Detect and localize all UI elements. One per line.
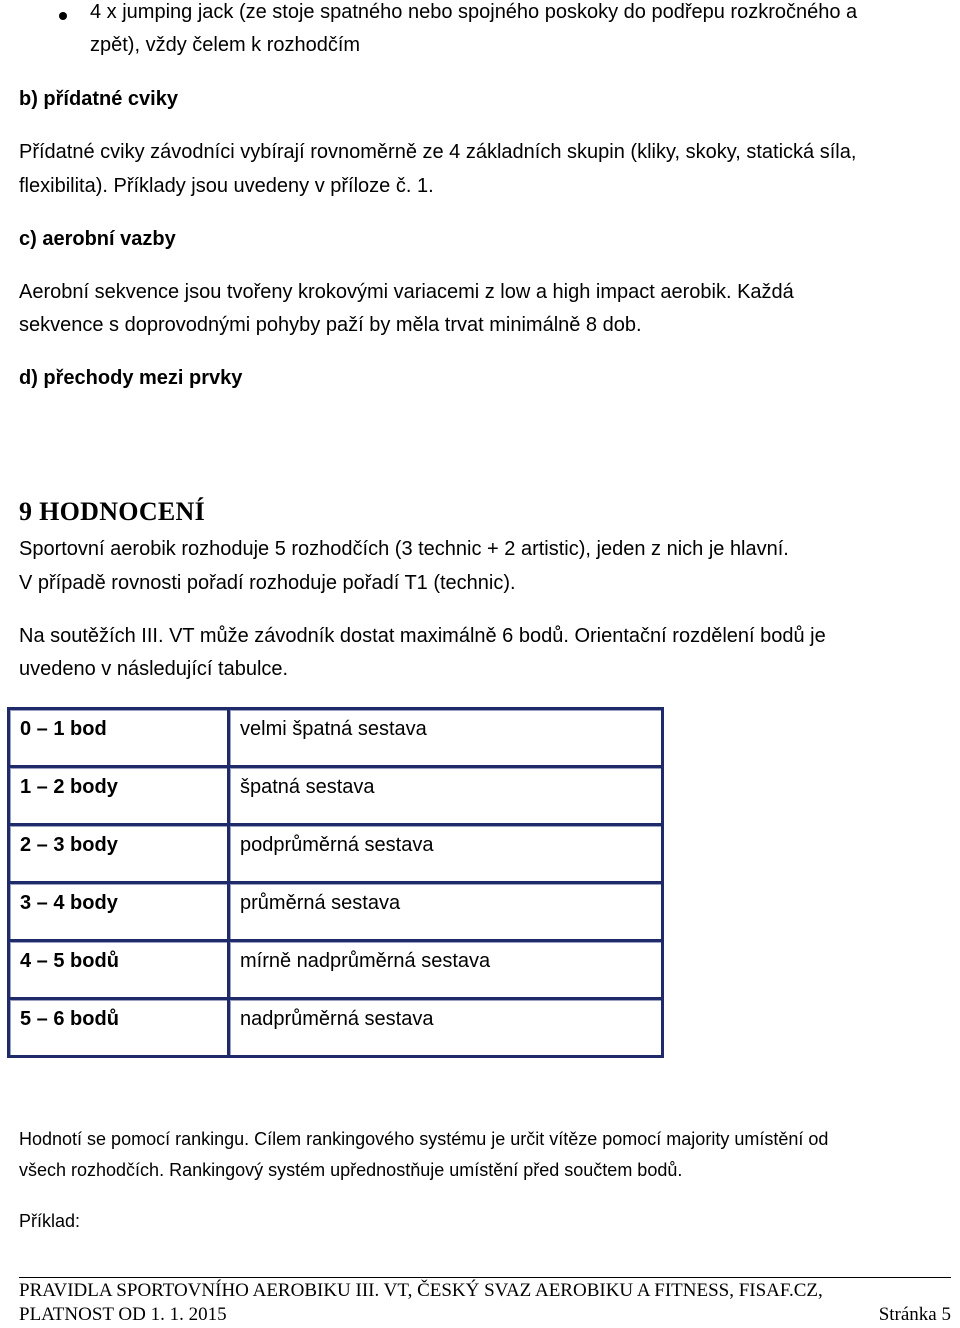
rating-cell: nadprůměrná sestava xyxy=(229,999,663,1057)
page-number: Stránka 5 xyxy=(878,1304,951,1325)
footer-line-2 xyxy=(19,1302,951,1328)
section-9-text-1: Sportovní aerobik rozhoduje 5 rozhodčích (3 technic + 2 artistic), jeden z nich je hlavní. xyxy=(19,538,789,560)
footer-validity: PLATNOST OD 1. 1. 2015 xyxy=(19,1304,227,1325)
section-b-text-2: flexibilita). Příklady jsou uvedeny v příloze č. 1. xyxy=(19,175,434,197)
table-row xyxy=(9,709,663,767)
rating-cell: mírně nadprůměrná sestava xyxy=(229,941,663,999)
bullet-dot-icon xyxy=(59,12,67,20)
section-c-heading: c) aerobní vazby xyxy=(19,228,176,250)
footer-line-1 xyxy=(19,1278,951,1304)
section-c-text-1: Aerobní sekvence jsou tvořeny krokovými variacemi z low a high impact aerobik. Každá xyxy=(19,281,794,303)
section-9-text-2: V případě rovnosti pořadí rozhoduje pořadí T1 (technic). xyxy=(19,572,516,594)
table-row xyxy=(9,767,663,825)
section-b-heading: b) přídatné cviky xyxy=(19,88,178,110)
rating-cell: velmi špatná sestava xyxy=(229,709,663,767)
points-cell: 2 – 3 body xyxy=(9,825,229,883)
example-label: Příklad: xyxy=(19,1211,81,1231)
points-cell: 1 – 2 body xyxy=(9,767,229,825)
rating-cell: podprůměrná sestava xyxy=(229,825,663,883)
table-row xyxy=(9,883,663,941)
section-9-heading: 9 HODNOCENÍ xyxy=(19,497,206,526)
score-table xyxy=(7,707,664,1058)
bullet-line-2: zpět), vždy čelem k rozhodčím xyxy=(90,34,361,56)
rating-cell: špatná sestava xyxy=(229,767,663,825)
table-row xyxy=(9,825,663,883)
section-c-text-2: sekvence s doprovodnými pohyby paží by měla trvat minimálně 8 dob. xyxy=(19,314,642,336)
table-row xyxy=(9,941,663,999)
bullet-item xyxy=(0,0,960,66)
section-d-heading: d) přechody mezi prvky xyxy=(19,367,243,389)
rating-cell: průměrná sestava xyxy=(229,883,663,941)
points-cell: 0 – 1 bod xyxy=(9,709,229,767)
points-cell: 3 – 4 body xyxy=(9,883,229,941)
points-cell: 5 – 6 bodů xyxy=(9,999,229,1057)
points-cell: 4 – 5 bodů xyxy=(9,941,229,999)
section-9-text-3: Na soutěžích III. VT může závodník dostat maximálně 6 bodů. Orientační rozdělení bodů je xyxy=(19,625,826,647)
section-9-text-4: uvedeno v následující tabulce. xyxy=(19,658,289,680)
ranking-text-2: všech rozhodčích. Rankingový systém upřednostňuje umístění před součtem bodů. xyxy=(19,1160,683,1180)
section-b-text-1: Přídatné cviky závodníci vybírají rovnoměrně ze 4 základních skupin (kliky, skoky, statická síla, xyxy=(19,141,857,163)
table-row xyxy=(9,999,663,1057)
ranking-text-1: Hodnotí se pomocí rankingu. Cílem rankingového systému je určit vítěze pomocí majority umístění od xyxy=(19,1129,829,1149)
footer-title: PRAVIDLA SPORTOVNÍHO AEROBIKU III. VT, ČESKÝ SVAZ AEROBIKU A FITNESS, FISAF.CZ, xyxy=(19,1280,823,1301)
bullet-line-1: 4 x jumping jack (ze stoje spatného nebo spojného poskoky do podřepu rozkročného a xyxy=(90,1,858,23)
